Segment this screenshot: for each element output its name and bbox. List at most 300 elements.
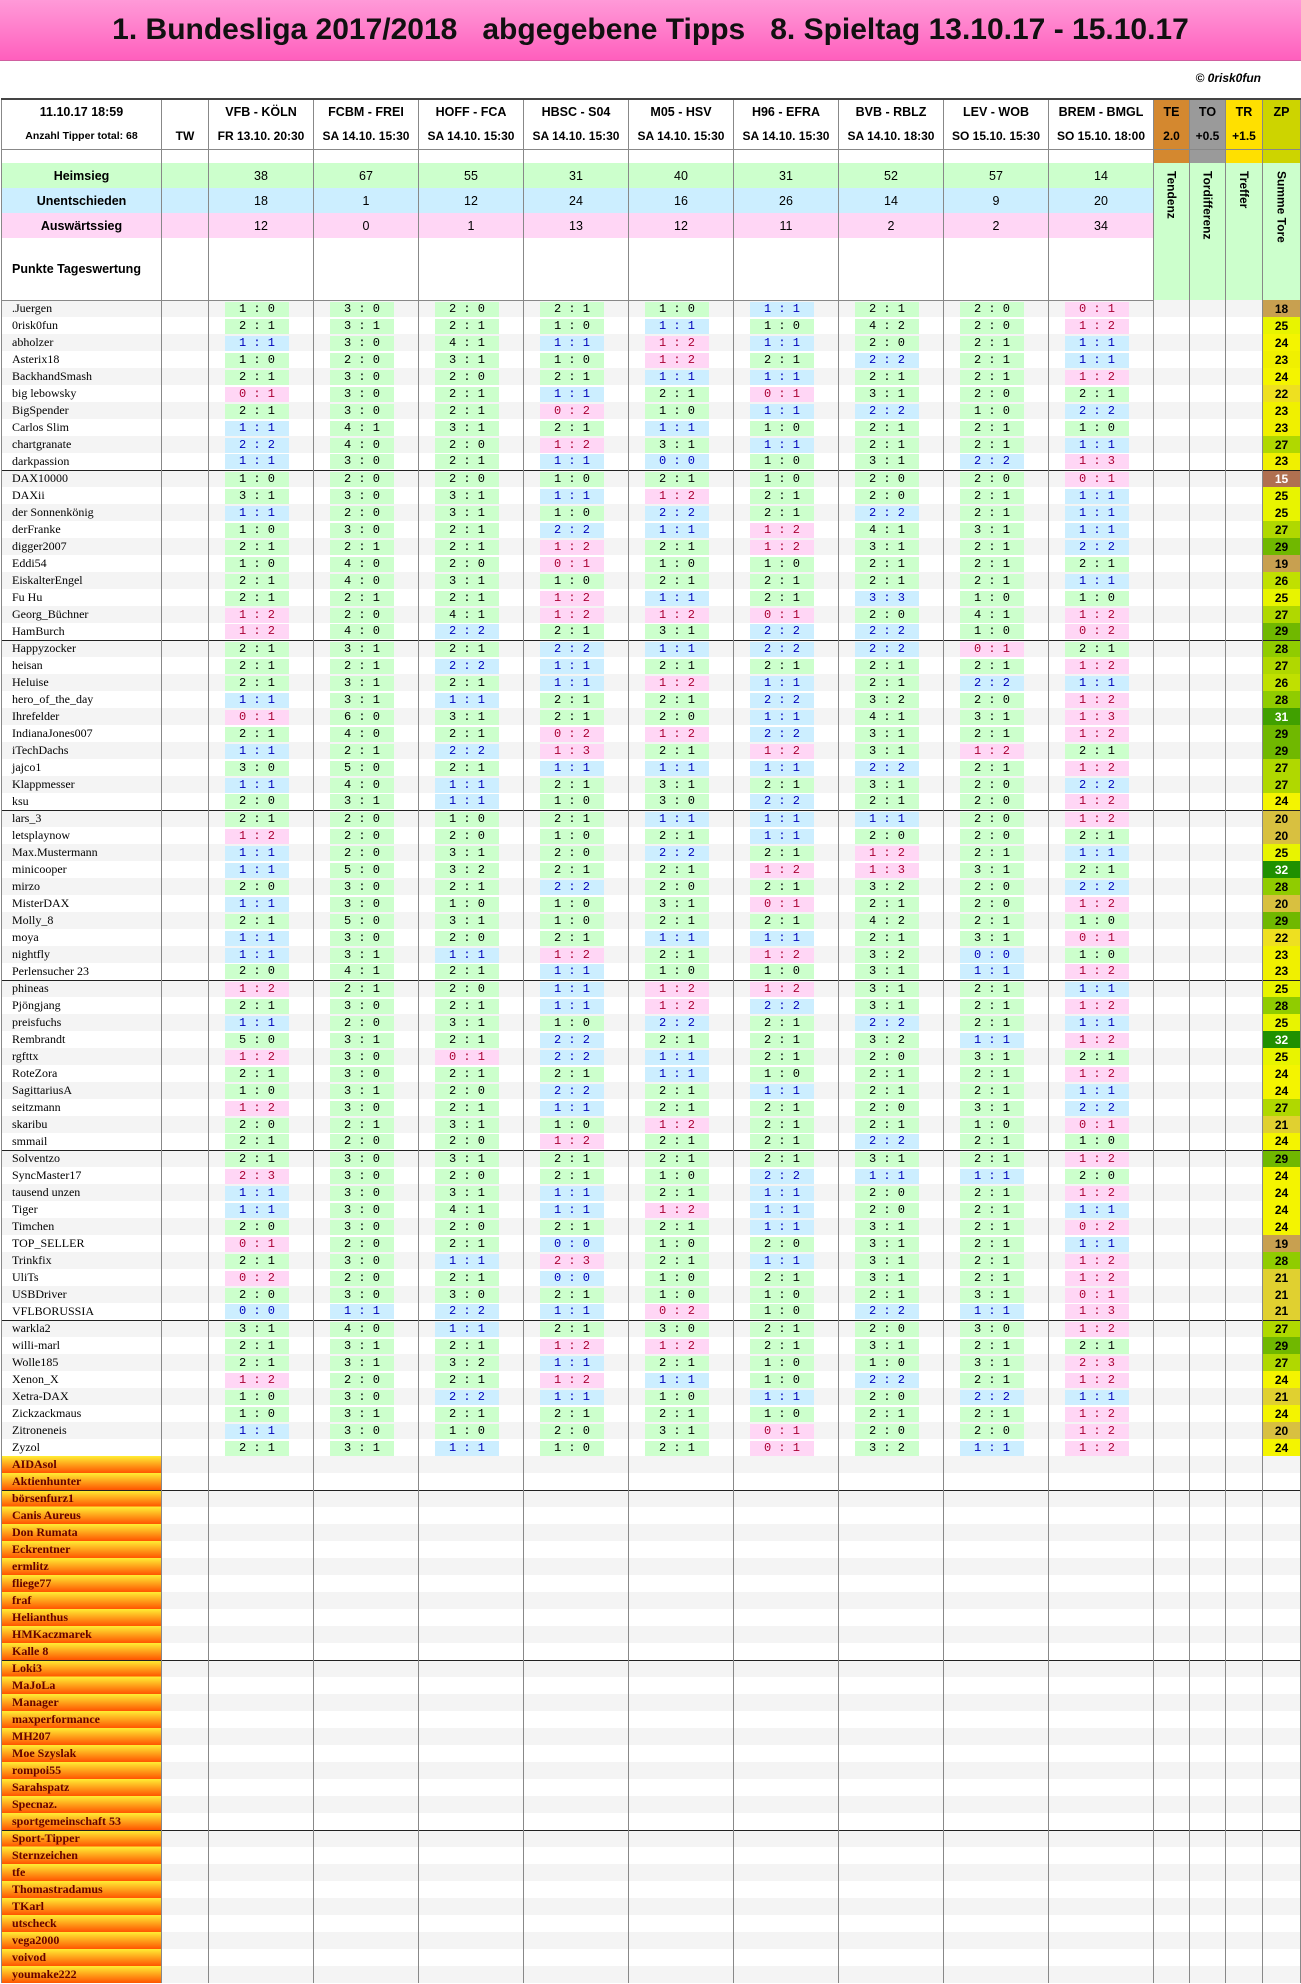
tip-value: 4 : 1 [330, 421, 394, 436]
tip-cell [839, 419, 944, 436]
tip-cell [419, 1218, 524, 1235]
tip-value: 2 : 1 [435, 319, 499, 334]
tip-value: 1 : 1 [1065, 336, 1129, 351]
tipper-row [2, 1388, 1301, 1405]
te-cell [1154, 1133, 1190, 1150]
tip-cell [629, 674, 734, 691]
tipper-row [2, 793, 1301, 810]
tip-cell [1049, 1303, 1154, 1320]
tip-value: 3 : 1 [330, 794, 394, 809]
empty-cell [1226, 1643, 1263, 1660]
stat-count [1049, 188, 1154, 213]
tip-cell [734, 351, 839, 368]
zp-sum-text: 29 [1274, 539, 1289, 554]
empty-cell [1154, 1643, 1190, 1660]
tip-cell [734, 1337, 839, 1354]
tip-value: 3 : 1 [960, 1101, 1024, 1116]
empty-cell [1190, 1456, 1226, 1473]
tip-cell [524, 521, 629, 538]
tip-value: 3 : 1 [645, 778, 709, 793]
tipper-row [2, 1439, 1301, 1456]
empty-cell [1190, 1898, 1226, 1915]
tip-cell [734, 742, 839, 759]
empty-cell [209, 1592, 314, 1609]
tr-cell [1226, 623, 1263, 640]
tip-value: 3 : 1 [435, 489, 499, 504]
tip-cell [524, 300, 629, 317]
empty-cell [1226, 1677, 1263, 1694]
tipper-name-text: Zitroneneis [12, 1423, 67, 1437]
tip-value: 2 : 1 [435, 761, 499, 776]
tip-cell [314, 1388, 419, 1405]
tip-value: 2 : 1 [645, 948, 709, 963]
zp-label-text: Summe Tore [1274, 171, 1289, 243]
tip-cell [839, 640, 944, 657]
te-cell [1154, 759, 1190, 776]
to-val-cell [1190, 124, 1226, 149]
tip-value: 2 : 0 [855, 1186, 919, 1201]
tip-value: 1 : 0 [1065, 948, 1129, 963]
empty-cell [524, 1932, 629, 1949]
zp-sum [1263, 1031, 1301, 1048]
tip-cell [314, 1422, 419, 1439]
tip-cell [524, 368, 629, 385]
zp-sum [1263, 793, 1301, 810]
tip-cell [629, 317, 734, 334]
empty-cell [629, 1745, 734, 1762]
stat-count-text: 13 [569, 218, 583, 233]
zp-sum [1263, 487, 1301, 504]
tip-cell [419, 980, 524, 997]
tipper-name-text: Carlos Slim [12, 420, 70, 434]
match-teams-text: H96 - EFRA [751, 105, 821, 119]
tip-cell [524, 504, 629, 521]
te-cell [1154, 1014, 1190, 1031]
empty-cell [944, 1830, 1049, 1847]
to-cell [1190, 1354, 1226, 1371]
tip-value: 1 : 0 [540, 897, 604, 912]
empty-cell [1226, 1932, 1263, 1949]
tipper-name-text: iTechDachs [12, 743, 69, 757]
tip-value: 2 : 1 [750, 846, 814, 861]
tip-cell [734, 1014, 839, 1031]
inactive-tipper-name [2, 1796, 162, 1813]
te-header-text: TE [1163, 105, 1180, 119]
stat-count-text: 16 [674, 193, 688, 208]
tip-cell [209, 1354, 314, 1371]
tip-cell [629, 351, 734, 368]
tip-value: 1 : 1 [645, 523, 709, 538]
tip-value: 1 : 2 [225, 1373, 289, 1388]
inactive-tipper-name [2, 1779, 162, 1796]
tip-value: 1 : 1 [540, 1101, 604, 1116]
tipper-row [2, 1065, 1301, 1082]
zp-sum [1263, 419, 1301, 436]
tip-value: 2 : 1 [645, 1254, 709, 1269]
to-cell [1190, 1320, 1226, 1337]
empty-cell [629, 1677, 734, 1694]
stat-count-text: 1 [362, 193, 370, 208]
tip-cell [839, 521, 944, 538]
inactive-tipper-row [2, 1507, 1301, 1524]
to-cell [1190, 725, 1226, 742]
tip-value: 1 : 2 [750, 863, 814, 878]
empty-cell [1226, 1796, 1263, 1813]
empty-cell [209, 1490, 314, 1507]
tipper-name-text: tausend unzen [12, 1185, 81, 1199]
tip-cell [734, 1031, 839, 1048]
tip-value: 1 : 1 [1065, 1237, 1129, 1252]
tw-cell [162, 504, 209, 521]
tipper-name-text: VFLBORUSSIA [12, 1303, 95, 1318]
to-cell [1190, 640, 1226, 657]
empty-cell [944, 1558, 1049, 1575]
empty-cell [1049, 1677, 1154, 1694]
empty-cell [314, 1813, 419, 1830]
empty-cell [1154, 1507, 1190, 1524]
tip-value: 3 : 1 [435, 574, 499, 589]
empty-cell [209, 1677, 314, 1694]
te-cell [1154, 1048, 1190, 1065]
tipper-row [2, 1201, 1301, 1218]
tip-cell [1049, 742, 1154, 759]
tip-cell [839, 1405, 944, 1422]
tip-value: 1 : 2 [1065, 727, 1129, 742]
tip-cell [419, 657, 524, 674]
empty-cell [1263, 1643, 1301, 1660]
tw-cell [162, 708, 209, 725]
empty-cell [1190, 1473, 1226, 1490]
tip-value: 0 : 1 [225, 1237, 289, 1252]
tip-cell [944, 1167, 1049, 1184]
tip-value: 3 : 0 [330, 404, 394, 419]
empty-cell [524, 1728, 629, 1745]
to-cell [1190, 691, 1226, 708]
to-cell [1190, 742, 1226, 759]
tip-cell [629, 742, 734, 759]
tw-cell [162, 895, 209, 912]
tip-value: 4 : 2 [855, 914, 919, 929]
zp-sum [1263, 1405, 1301, 1422]
spacer-cell [2, 149, 162, 163]
tip-value: 2 : 1 [960, 1134, 1024, 1149]
tip-value: 2 : 2 [855, 1373, 919, 1388]
tip-value: 1 : 1 [225, 421, 289, 436]
tip-value: 1 : 2 [225, 982, 289, 997]
tw-cell [162, 521, 209, 538]
tw-cell [162, 606, 209, 623]
empty-cell [944, 1728, 1049, 1745]
empty-cell [1154, 1932, 1190, 1949]
tip-cell [629, 334, 734, 351]
tip-value: 2 : 1 [645, 472, 709, 487]
te-cell [1154, 861, 1190, 878]
tip-value: 2 : 2 [855, 624, 919, 639]
empty-cell [419, 1762, 524, 1779]
tip-cell [734, 402, 839, 419]
empty-cell [839, 1949, 944, 1966]
tip-cell [524, 1133, 629, 1150]
tip-cell [419, 504, 524, 521]
tip-cell [944, 1201, 1049, 1218]
tw-cell [162, 640, 209, 657]
tipper-row [2, 1422, 1301, 1439]
empty-cell [209, 1779, 314, 1796]
empty-cell [839, 1677, 944, 1694]
empty-cell [734, 1524, 839, 1541]
tip-cell [629, 708, 734, 725]
tip-cell [524, 1405, 629, 1422]
tip-value: 1 : 1 [225, 1424, 289, 1439]
tip-cell [944, 640, 1049, 657]
tip-value: 2 : 1 [960, 489, 1024, 504]
tip-cell [629, 504, 734, 521]
tip-value: 2 : 2 [1065, 404, 1129, 419]
tip-value: 3 : 1 [330, 1033, 394, 1048]
empty-cell [1263, 1830, 1301, 1847]
tip-value: 3 : 2 [855, 1033, 919, 1048]
empty-cell [1226, 1473, 1263, 1490]
tip-value: 2 : 1 [960, 846, 1024, 861]
zp-value-cell [1263, 124, 1301, 149]
punkte-cell [524, 238, 629, 300]
tip-cell [524, 895, 629, 912]
empty-cell [1263, 1932, 1301, 1949]
tip-cell [209, 997, 314, 1014]
tip-cell [734, 674, 839, 691]
tip-cell [734, 895, 839, 912]
tip-value: 1 : 1 [750, 761, 814, 776]
empty-cell [734, 1966, 839, 1983]
tip-cell [1049, 759, 1154, 776]
empty-cell [1190, 1864, 1226, 1881]
te-cell [1154, 1082, 1190, 1099]
tip-value: 1 : 1 [225, 863, 289, 878]
tip-cell [419, 861, 524, 878]
tip-value: 1 : 2 [1065, 1441, 1129, 1456]
tip-cell [734, 470, 839, 487]
zp-sum [1263, 334, 1301, 351]
tr-cell [1226, 1269, 1263, 1286]
tip-cell [629, 419, 734, 436]
stat-count-text: 52 [884, 168, 898, 183]
tip-value: 2 : 1 [960, 1339, 1024, 1354]
tw-cell [162, 334, 209, 351]
tip-cell [419, 1014, 524, 1031]
tip-value: 2 : 1 [855, 1084, 919, 1099]
empty-cell [734, 1626, 839, 1643]
match-date-text: SO 15.10. 18:00 [1056, 129, 1146, 144]
tr-cell [1226, 487, 1263, 504]
empty-cell [314, 1915, 419, 1932]
tip-value: 1 : 0 [540, 319, 604, 334]
tip-value: 2 : 1 [645, 829, 709, 844]
empty-cell [629, 1711, 734, 1728]
tw-cell [162, 1201, 209, 1218]
tip-cell [734, 504, 839, 521]
tip-value: 1 : 1 [435, 948, 499, 963]
tip-value: 1 : 1 [750, 1220, 814, 1235]
tip-value: 1 : 2 [540, 438, 604, 453]
tip-value: 2 : 1 [225, 370, 289, 385]
tip-cell [734, 827, 839, 844]
tip-value: 3 : 1 [330, 1356, 394, 1371]
empty-cell [419, 1507, 524, 1524]
tip-value: 0 : 1 [1065, 1118, 1129, 1133]
empty-cell [1226, 1575, 1263, 1592]
tipper-name [2, 470, 162, 487]
tip-value: 1 : 0 [1065, 914, 1129, 929]
tr-cell [1226, 1320, 1263, 1337]
tr-cell [1226, 1031, 1263, 1048]
tip-value: 2 : 1 [960, 1407, 1024, 1422]
tip-cell [944, 708, 1049, 725]
tip-cell [734, 1184, 839, 1201]
tip-value: 1 : 1 [540, 1390, 604, 1405]
inactive-tipper-name [2, 1677, 162, 1694]
empty-cell [314, 1524, 419, 1541]
tipper-row [2, 1116, 1301, 1133]
tip-cell [524, 980, 629, 997]
empty-cell [1154, 1745, 1190, 1762]
tip-cell [1049, 1371, 1154, 1388]
empty-cell [944, 1881, 1049, 1898]
stat-count [839, 213, 944, 238]
empty-cell [314, 1898, 419, 1915]
tipper-row [2, 1286, 1301, 1303]
tw-cell [162, 1337, 209, 1354]
empty-cell [629, 1694, 734, 1711]
tr-cell [1226, 1116, 1263, 1133]
tipper-name-text: HamBurch [12, 623, 65, 638]
to-column [1190, 149, 1226, 163]
tip-value: 2 : 1 [960, 999, 1024, 1014]
te-cell [1154, 1167, 1190, 1184]
stat-count [1049, 213, 1154, 238]
tip-value: 3 : 1 [645, 438, 709, 453]
tip-value: 1 : 0 [225, 1390, 289, 1405]
empty-cell [1263, 1473, 1301, 1490]
tipper-name-text: willi-marl [12, 1338, 60, 1352]
tip-cell [944, 1371, 1049, 1388]
tipper-name-text: abholzer [12, 335, 54, 349]
stat-count-text: 14 [884, 193, 898, 208]
inactive-tipper-name-text: MH207 [12, 1729, 51, 1743]
tip-value: 3 : 1 [960, 523, 1024, 538]
empty-cell [314, 1847, 419, 1864]
tip-cell [524, 1099, 629, 1116]
empty-cell [1263, 1694, 1301, 1711]
stat-count [629, 188, 734, 213]
tipper-name-text: DAXii [12, 488, 45, 502]
header-row-teams [2, 99, 1301, 124]
tip-value: 1 : 2 [1065, 1424, 1129, 1439]
inactive-tipper-row [2, 1762, 1301, 1779]
inactive-tipper-name [2, 1541, 162, 1558]
empty-cell [839, 1660, 944, 1677]
to-cell [1190, 1099, 1226, 1116]
empty-cell [162, 1966, 209, 1983]
empty-cell [524, 1711, 629, 1728]
empty-cell [1049, 1847, 1154, 1864]
tip-cell [524, 1167, 629, 1184]
tip-value: 2 : 0 [645, 710, 709, 725]
tip-cell [524, 861, 629, 878]
tip-value: 1 : 1 [645, 421, 709, 436]
zp-sum-text: 24 [1274, 1185, 1289, 1200]
te-cell [1154, 674, 1190, 691]
empty-cell [314, 1881, 419, 1898]
tip-value: 1 : 0 [750, 319, 814, 334]
to-cell [1190, 793, 1226, 810]
tr-cell [1226, 776, 1263, 793]
tw-cell [162, 453, 209, 470]
tip-cell [734, 861, 839, 878]
empty-cell [209, 1949, 314, 1966]
empty-cell [734, 1694, 839, 1711]
empty-cell [162, 1949, 209, 1966]
tr-cell [1226, 844, 1263, 861]
tip-value: 2 : 2 [855, 1304, 919, 1319]
zp-sum-text: 19 [1274, 556, 1289, 571]
empty-cell [1154, 1898, 1190, 1915]
tip-cell [524, 1303, 629, 1320]
tip-value: 2 : 1 [855, 1067, 919, 1082]
tip-cell [209, 300, 314, 317]
tip-cell [1049, 1150, 1154, 1167]
tr-cell [1226, 1150, 1263, 1167]
empty-cell [1226, 1541, 1263, 1558]
inactive-tipper-name [2, 1932, 162, 1949]
tip-value: 2 : 0 [435, 982, 499, 997]
tip-value: 2 : 1 [855, 676, 919, 691]
tip-cell [629, 1201, 734, 1218]
tipper-name-text: Perlensucher 23 [12, 963, 89, 978]
zp-sum-text: 24 [1274, 1219, 1289, 1234]
tip-value: 1 : 1 [540, 659, 604, 674]
te-cell [1154, 793, 1190, 810]
tipper-row [2, 929, 1301, 946]
tip-value: 2 : 1 [225, 659, 289, 674]
tip-cell [629, 300, 734, 317]
zp-column [1263, 149, 1301, 163]
tip-value: 3 : 1 [855, 1220, 919, 1235]
tip-value: 0 : 2 [540, 727, 604, 742]
tip-cell [1049, 606, 1154, 623]
tip-cell [419, 1150, 524, 1167]
empty-cell [1190, 1830, 1226, 1847]
tip-cell [419, 1235, 524, 1252]
inactive-tipper-name-text: Kalle 8 [12, 1643, 49, 1658]
tipper-name-text: digger2007 [12, 539, 67, 553]
match-teams [944, 99, 1049, 124]
tip-cell [944, 521, 1049, 538]
tipper-name [2, 1133, 162, 1150]
tip-value: 3 : 3 [855, 591, 919, 606]
inactive-tipper-row [2, 1558, 1301, 1575]
tip-cell [419, 640, 524, 657]
tip-cell [944, 317, 1049, 334]
empty-cell [839, 1473, 944, 1490]
tip-value: 2 : 1 [1065, 557, 1129, 572]
tip-cell [944, 827, 1049, 844]
to-cell [1190, 555, 1226, 572]
tip-cell [419, 589, 524, 606]
tr-cell [1226, 555, 1263, 572]
tip-value: 2 : 1 [540, 1288, 604, 1303]
tip-cell [314, 623, 419, 640]
tip-cell [734, 1116, 839, 1133]
